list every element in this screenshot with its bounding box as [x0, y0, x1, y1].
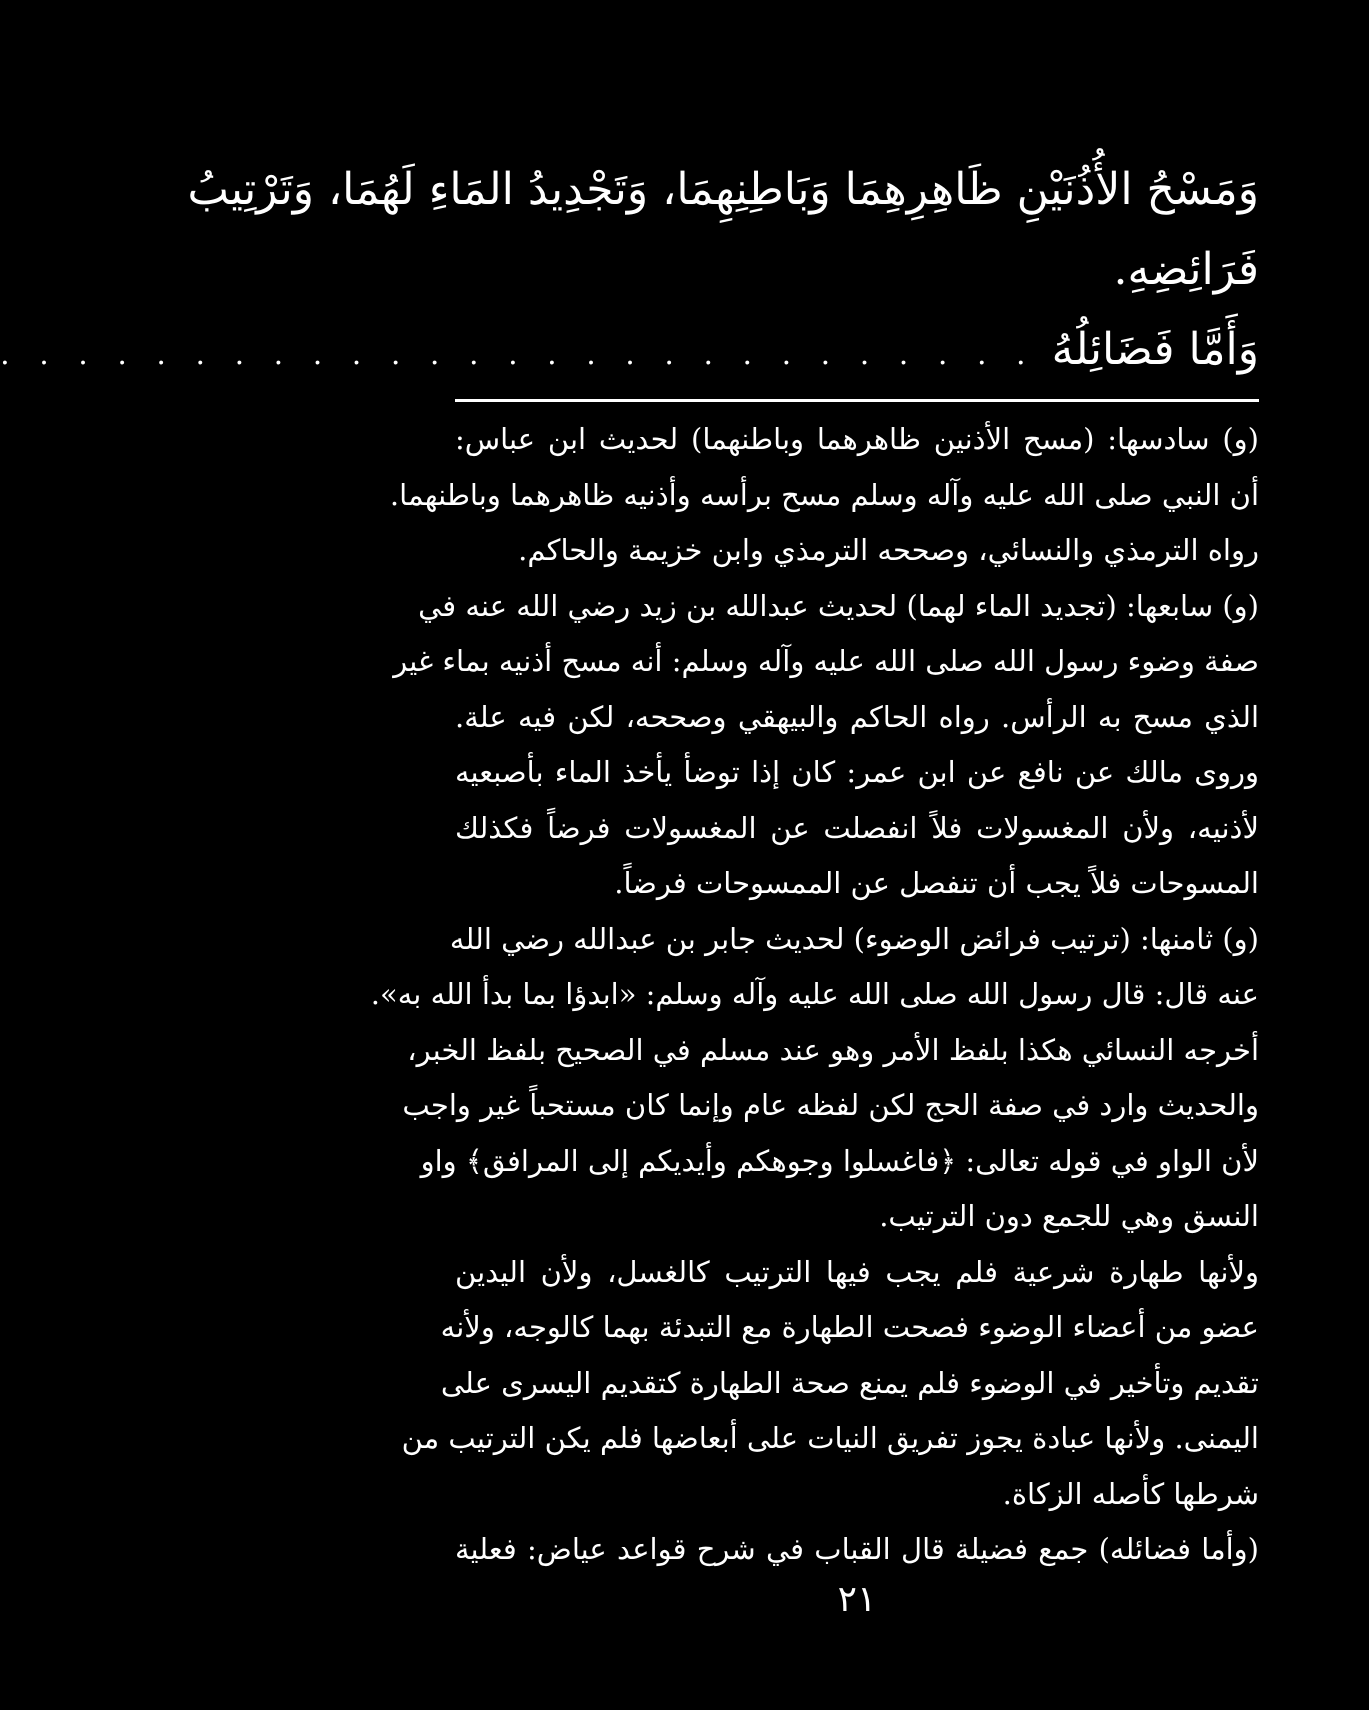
- sharh-line: تقديم وتأخير في الوضوء فلم يمنع صحة الطهارة كتقديم اليسرى على: [440, 1365, 1259, 1400]
- sharh-line: رواه الترمذي والنسائي، وصححه الترمذي وابن خزيمة والحاكم.: [518, 533, 1259, 567]
- sharh-line: صفة وضوء رسول الله صلى الله عليه وآله وسلم: أنه مسح أذنيه بماء غير: [393, 644, 1259, 678]
- sharh-line: اليمنى. ولأنها عبادة يجوز تفريق النيات على أبعاضها فلم يكن الترتيب من: [401, 1421, 1259, 1455]
- separator-rule: [455, 399, 1259, 402]
- sharh-line: لأن الواو في قوله تعالى: ﴿فاغسلوا وجوهكم وأيديكم إلى المرافق﴾ واو: [420, 1143, 1259, 1178]
- sharh-line: والحديث وارد في صفة الحج لكن لفظه عام وإنما كان مستحباً غير واجب: [402, 1088, 1259, 1122]
- sharh-line: (و) سادسها: (مسح الأذنين ظاهرهما وباطنهما) لحديث ابن عباس:: [455, 422, 1259, 456]
- sharh-line: عنه قال: قال رسول الله صلى الله عليه وآله وسلم: «ابدؤا بما بدأ الله به».: [370, 977, 1259, 1011]
- sharh-line: النسق وهي للجمع دون الترتيب.: [879, 1199, 1259, 1233]
- sharh-line: الذي مسح به الرأس. رواه الحاكم والبيهقي وصححه، لكن فيه علة.: [455, 699, 1259, 734]
- sharh-line: شرطها كأصله الزكاة.: [1002, 1476, 1259, 1511]
- matn-line: وَمَسْحُ الأُذُنَيْنِ ظَاهِرِهِمَا وَبَاطِنِهِمَا، وَتَجْدِيدُ المَاءِ لَهُمَا، وَتَرْتِيبُ: [187, 164, 1259, 215]
- page-number: ٢١: [837, 1579, 877, 1620]
- sharh-line: عضو من أعضاء الوضوء فصحت الطهارة مع التبدئة بهما كالوجه، ولأنه: [440, 1310, 1259, 1344]
- sharh-line: (وأما فضائله) جمع فضيلة قال القباب في شرح قواعد عياض: فعلية: [455, 1532, 1259, 1566]
- sharh-line: المسوحات فلاً يجب أن تنفصل عن الممسوحات فرضاً.: [614, 866, 1259, 900]
- sharh-line: أخرجه النسائي هكذا بلفظ الأمر وهو عند مسلم في الصحيح بلفظ الخبر،: [407, 1032, 1259, 1067]
- matn-heading: وَأَمَّا فَضَائِلُهُ: [1051, 324, 1259, 375]
- matn-text: [0, 150, 1259, 390]
- sharh-text: [370, 412, 1259, 1578]
- sharh-line: ولأنها طهارة شرعية فلم يجب فيها الترتيب كالغسل، ولأن اليدين: [455, 1254, 1259, 1289]
- sharh-line: أن النبي صلى الله عليه وآله وسلم مسح برأسه وأذنيه ظاهرهما وباطنهما.: [389, 477, 1259, 512]
- sharh-line: وروى مالك عن نافع عن ابن عمر: كان إذا توضأ يأخذ الماء بأصبعيه: [455, 755, 1259, 789]
- sharh-line: (و) سابعها: (تجديد الماء لهما) لحديث عبدالله بن زيد رضي الله عنه في: [418, 588, 1259, 623]
- sharh-line: لأذنيه، ولأن المغسولات فلاً انفصلت عن المغسولات فرضاً فكذلك: [455, 810, 1259, 845]
- matn-heading-line: [0, 310, 1259, 390]
- sharh-line: (و) ثامنها: (ترتيب فرائض الوضوء) لحديث جابر بن عبدالله رضي الله: [449, 921, 1259, 956]
- matn-line: فَرَائِضِهِ.: [1113, 244, 1259, 295]
- ellipsis-dots: . . . . . . . . . . . . . . . . . . . . . . . . . . .: [0, 337, 1036, 372]
